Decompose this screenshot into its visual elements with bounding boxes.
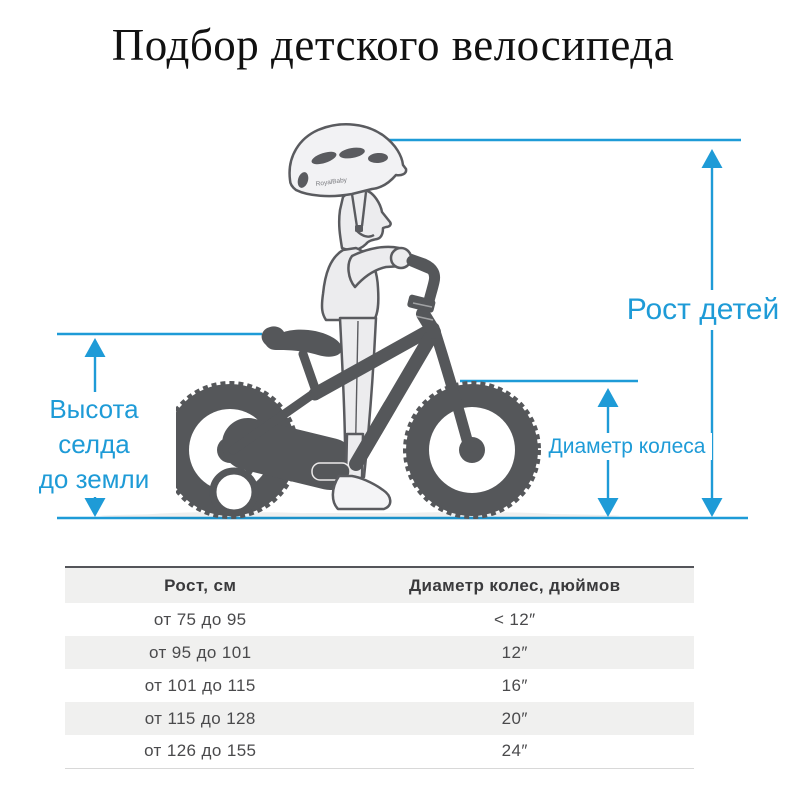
- cell-height: от 101 до 115: [144, 675, 256, 695]
- cell-height: от 75 до 95: [153, 609, 247, 629]
- seat-post: [303, 354, 317, 394]
- seat-height-label-line2: до земли: [38, 464, 150, 494]
- seat-height-label: [12, 392, 176, 497]
- header-diameter: Диаметр колес, дюймов: [408, 575, 621, 595]
- table-row: [65, 603, 694, 636]
- table-row: [65, 636, 694, 669]
- cell-height: от 115 до 128: [144, 708, 256, 728]
- cell-diameter: 16″: [501, 675, 528, 695]
- cell-diameter: 12″: [501, 642, 528, 662]
- cell-diameter: 24″: [501, 741, 528, 761]
- child-figure: [290, 124, 407, 477]
- table-row: [65, 702, 694, 735]
- size-table-header-row: [65, 567, 694, 603]
- children-height-arrow: [702, 149, 723, 517]
- strap-buckle: [355, 225, 363, 232]
- bike-sizing-diagram: [0, 86, 786, 548]
- helmet-logo: RoyalBaby: [315, 176, 348, 188]
- grip-over-hand: [412, 261, 431, 269]
- header-height: Рост, см: [164, 575, 237, 595]
- infographic-page: [0, 18, 786, 802]
- size-table: [65, 566, 694, 769]
- page-title: Подбор детского велосипеда: [111, 20, 675, 70]
- cell-height: от 126 до 155: [144, 741, 257, 761]
- table-row: [65, 735, 694, 768]
- child-shoe: [333, 476, 390, 509]
- table-row: [65, 669, 694, 702]
- head-tube: [423, 314, 434, 332]
- child-helmet: [290, 124, 407, 196]
- cell-height: от 95 до 101: [148, 642, 252, 662]
- cell-diameter: < 12″: [493, 609, 536, 629]
- chain-guard: [248, 444, 330, 464]
- cell-diameter: 20″: [501, 708, 528, 728]
- wheel-diameter-label: Диаметр колеса: [542, 433, 712, 460]
- seat-height-label-line1: Высота селда: [49, 394, 139, 459]
- children-height-label: Рост детей: [626, 290, 780, 330]
